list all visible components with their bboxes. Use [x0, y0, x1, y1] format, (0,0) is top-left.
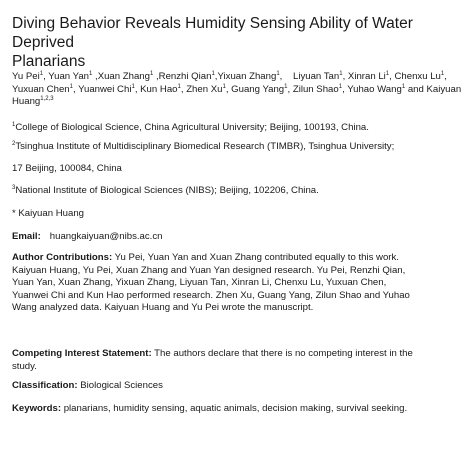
- author-affiliation-sup: 1: [89, 70, 93, 77]
- author-affiliation-sup: 1: [440, 70, 445, 77]
- title-line-1: Diving Behavior Reveals Humidity Sensing Ability of Water Deprived: [12, 15, 413, 51]
- author-affiliation-sup: 1,2,3: [40, 96, 54, 102]
- author-separator: ,: [180, 83, 187, 95]
- author-contributions: [12, 252, 464, 315]
- author-affiliation-sup: 1: [131, 83, 135, 90]
- author-name: Guang Yang: [231, 83, 285, 95]
- affiliation-2-continued: [12, 163, 464, 176]
- author-name: Xinran Li: [347, 71, 386, 82]
- author-separator: ,: [134, 83, 141, 95]
- author-affiliation-sup: 1: [69, 83, 73, 90]
- email-link[interactable]: huangkaiyuan@nibs.ac.cn: [49, 231, 163, 242]
- author-name: Yixuan Zhang: [217, 71, 277, 82]
- author-name: Yuanwei Chi: [78, 83, 132, 95]
- author-separator: ,: [43, 71, 49, 82]
- contributions-line-5: Wang analyzed data. Kaiyuan Huang and Yu Pei wrote the manuscript.: [12, 302, 314, 314]
- classification: [12, 380, 464, 393]
- author-name: Yuxuan Chen: [12, 83, 70, 95]
- contributions-line-4: Yuanwei Chi and Kun Hao performed research. Zhen Xu, Guang Yang, Zilun Shao and Yuhao: [12, 289, 410, 301]
- author-affiliation-sup: 1: [401, 83, 406, 90]
- author-name: Yu Pei: [12, 71, 40, 82]
- affiliation-3-text: National Institute of Biological Sciences (NIBS); Beijing, 102206, China.: [15, 185, 319, 196]
- author-separator: ,: [287, 83, 293, 95]
- author-affiliation-sup: 1: [222, 83, 226, 90]
- affiliation-1: [12, 122, 464, 135]
- author-affiliation-sup: 1: [276, 70, 280, 77]
- author-separator: ,: [389, 71, 395, 82]
- affiliation-3-sup: 3: [12, 184, 16, 191]
- author-affiliation-sup: 1: [211, 70, 215, 77]
- classification-label: Classification:: [12, 380, 78, 391]
- contributions-line-1: Yu Pei, Yuan Yan and Xuan Zhang contributed equally to this work.: [112, 252, 399, 263]
- author-affiliation-sup: 1: [339, 70, 343, 77]
- author-separator: ,: [342, 71, 348, 82]
- author-name: Zilun Shao: [292, 83, 339, 95]
- author-affiliation-sup: 1: [385, 70, 390, 77]
- paper-title: [12, 14, 464, 71]
- author-affiliation-sup: 1: [338, 83, 343, 90]
- author-name: Renzhi Qian: [158, 71, 212, 82]
- keywords-value: planarians, humidity sensing, aquatic animals, decision making, survival seeking.: [61, 403, 408, 414]
- author-affiliation-sup: 1: [177, 83, 181, 90]
- author-separator: ,: [92, 71, 98, 82]
- author-name: Kun Hao: [140, 83, 178, 95]
- keywords-label: Keywords:: [12, 403, 62, 414]
- author-affiliation-sup: 1: [284, 83, 288, 90]
- affiliation-2-text-line-1: Tsinghua Institute of Multidisciplinary Biomedical Research (TIMBR), Tsinghua University;: [15, 141, 395, 152]
- affiliation-3: [12, 185, 464, 198]
- author-separator: ,: [153, 71, 159, 82]
- title-line-2: Planarians: [12, 53, 86, 70]
- author-name: Xuan Zhang: [97, 71, 150, 82]
- author-separator: ,: [279, 71, 293, 82]
- author-name: Yuan Yan: [48, 71, 89, 82]
- author-separator: ,: [214, 71, 218, 82]
- keywords: [12, 403, 464, 416]
- author-affiliation-sup: 1: [39, 70, 44, 77]
- contributions-line-3: Yuan Yan, Xuan Zhang, Yixuan Zhang, Liyuan Tan, Xinran Li, Chenxu Lu, Yuxuan Chen,: [12, 277, 387, 289]
- corresponding-author: * Kaiyuan Huang: [12, 208, 85, 219]
- author-name: Yuhao Wang: [347, 83, 402, 95]
- author-name: Zhen Xu: [186, 83, 223, 95]
- affiliation-1-text: College of Biological Science, China Agricultural University; Beijing, 100193, China.: [15, 122, 369, 133]
- author-separator: ,: [342, 83, 348, 95]
- contributions-label: Author Contributions:: [12, 252, 113, 263]
- affiliation-2-sup: 2: [12, 140, 16, 147]
- author-separator: ,: [72, 83, 79, 95]
- competing-line-1: The authors declare that there is no competing interest in the: [151, 348, 413, 359]
- affiliation-1-sup: 1: [12, 121, 16, 128]
- author-list: [12, 71, 464, 109]
- affiliation-2-text-line-2: 17 Beijing, 100084, China: [12, 163, 122, 174]
- author-affiliation-sup: 1: [149, 70, 154, 77]
- competing-interest: [12, 348, 464, 373]
- affiliation-2: [12, 141, 464, 154]
- competing-label: Competing Interest Statement:: [12, 348, 152, 359]
- classification-value: Biological Sciences: [77, 380, 163, 391]
- contributions-line-2: Kaiyuan Huang, Yu Pei, Xuan Zhang and Yuan Yan designed research. Yu Pei, Renzhi Qian,: [12, 264, 406, 276]
- email-line: [12, 231, 464, 244]
- author-name: Chenxu Lu: [394, 71, 441, 82]
- author-name: Kaiyuan Huang: [12, 83, 462, 108]
- author-separator: and: [405, 83, 427, 95]
- competing-line-2: study.: [12, 360, 37, 372]
- author-separator: ,: [225, 83, 232, 95]
- email-label: Email:: [12, 231, 41, 242]
- author-separator: ,: [444, 71, 450, 82]
- author-name: Liyuan Tan: [293, 71, 340, 82]
